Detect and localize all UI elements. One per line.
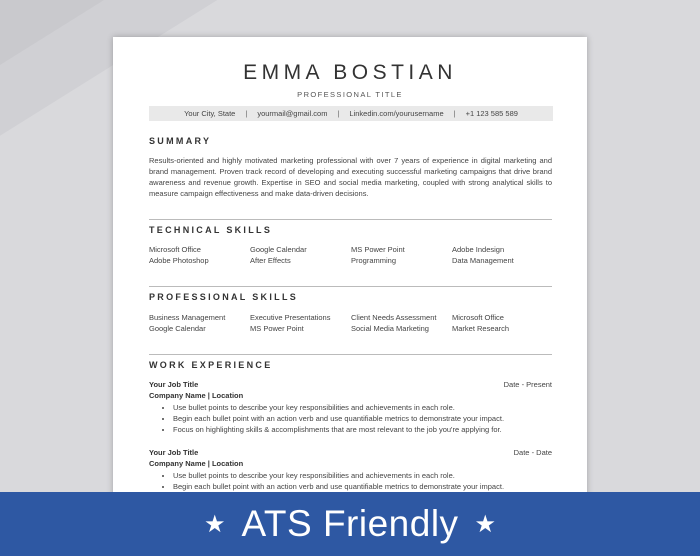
job-bullets [149,402,552,436]
job-bullets [149,470,552,493]
technical-skills-heading: TECHNICAL SKILLS [149,225,273,235]
job-entry [149,379,552,435]
professional-skills-grid [149,312,559,335]
skill-item: MS Power Point [351,245,405,254]
skill-item: After Effects [250,256,291,266]
job-bullet: • Begin each bullet point with an action verb and use quantifiable metrics to demonstrate your impact. [173,413,552,424]
skill-item: Business Management [149,313,226,322]
professional-skills-heading: PROFESSIONAL SKILLS [149,292,299,302]
skill-item: Market Research [452,324,510,334]
job-date: Date - Date [513,448,552,457]
section-divider [149,286,552,287]
resume-page [113,37,587,507]
technical-skills-grid [149,244,559,267]
professional-title: PROFESSIONAL TITLE [297,90,403,99]
job-bullet: • Focus on highlighting skills & accomplishments that are most relevant to the job you're applying for. [173,424,552,435]
contact-separator: | [453,109,456,118]
contact-linkedin: Linkedin.com/yourusername [349,109,444,118]
section-divider [149,354,552,355]
contact-bar [149,106,553,121]
skill-item: Microsoft Office [452,313,504,322]
skill-item: Adobe Indesign [452,245,505,254]
section-divider [149,219,552,220]
skill-item: Google Calendar [250,245,307,254]
contact-phone: +1 123 585 589 [465,109,518,118]
star-icon: ★ [203,510,226,538]
contact-separator: | [245,109,248,118]
skill-item: Google Calendar [149,324,206,334]
skill-item: Client Needs Assessment [351,313,437,322]
contact-email: yourmail@gmail.com [257,109,328,118]
job-entry [149,447,552,492]
skill-item: Adobe Photoshop [149,256,209,266]
skill-item: Executive Presentations [250,313,331,322]
job-bullet: • Use bullet points to describe your key responsibilities and achievements in each role. [173,402,552,413]
job-company: Company Name | Location [149,459,244,468]
skill-item: MS Power Point [250,324,304,334]
work-experience-heading: WORK EXPERIENCE [149,360,273,370]
job-date: Date - Present [503,380,552,389]
summary-heading: SUMMARY [149,136,212,146]
skill-item: Microsoft Office [149,245,201,254]
summary-text: Results-oriented and highly motivated marketing professional with over 7 years of experience in digital marketing and brand management. Proven track record of developing and executing successful marketing campaigns that drive brand awareness and revenue growth. Expertise in SEO and social media marketing, coupled with strong analytical skills to measure campaign effectiveness and make data-driven decisions. [149,156,552,198]
job-title: Your Job Title [149,448,199,457]
skill-item: Programming [351,256,397,266]
job-title: Your Job Title [149,380,199,389]
job-bullet: • Use bullet points to describe your key responsibilities and achievements in each role. [173,470,552,481]
banner-text: ATS Friendly [241,503,459,544]
contact-separator: | [337,109,340,118]
resume-name: EMMA BOSTIAN [243,61,457,84]
skill-item: Social Media Marketing [351,324,429,334]
job-bullet: • Begin each bullet point with an action verb and use quantifiable metrics to demonstrate your impact. [173,481,552,492]
ats-friendly-banner [0,492,700,556]
contact-location: Your City, State [184,109,236,118]
skill-item: Data Management [452,256,514,266]
star-icon: ★ [474,510,497,538]
job-company: Company Name | Location [149,391,244,400]
